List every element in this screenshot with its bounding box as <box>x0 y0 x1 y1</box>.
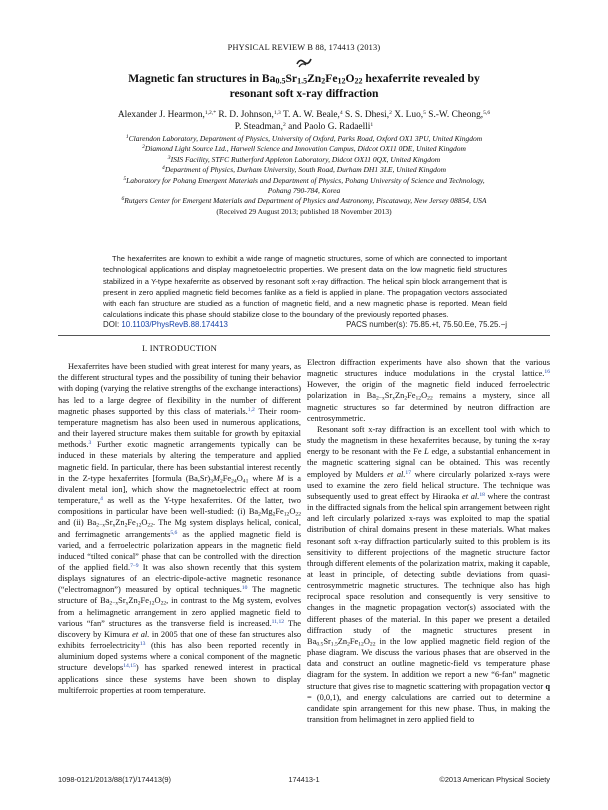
aps-logo-icon <box>296 56 312 68</box>
section-heading: I. INTRODUCTION <box>141 343 218 353</box>
affiliation-3: $^3$ISIS Facility, STFC Rutherford Appleton Laboratory, Didcot OX11 0QX, United Kingdom <box>167 154 441 164</box>
affiliation-4: $^4$Department of Physics, Durham University, South Road, Durham DH1 3LE, United Kingdom <box>162 165 446 175</box>
author-list: Alexander J. Hearmon,$^{1,2,*}$ R. D. Johnson,$^{1,3}$ T. A. W. Beale,$^4$ S. S. Dhesi,$^2$ X. Luo,$^5$ S.-W. Cheong,$^{5,6}$ P. Steadman,$^2$ and Paolo G. Radaelli$^1$ <box>117 110 491 132</box>
page-footer <box>58 775 550 784</box>
paragraph: Resonant soft x-ray diffraction is an excellent tool with which to study the magnetism in these hexaferrites because, by tuning the x-ray energy to be resonant with the Fe L edge, a substantial enhancement in the magnetic scattering signal can be obtained. This was recently employed by Mulders et al.$^{17}$ where circularly polarized x-rays were used to examine the zero field helical structure. The technique was subsequently used to great effect by Hiraoka et al.$^{18}$ where the contrast in the diffracted signals from the helical spin arrangement between right and left circularly polarized x-rays was exploited to map the spatial distribution of chiral domains present in these materials. What makes resonant soft x-ray diffraction particularly suited to this problem is its sensitivity to different projections of the magnetic structure factor through different elements of the polarization matrix, making it capable, at least in principle, of detecting subtle deviations from quasi-centrosymmetric magnetic structures. The technique also has high reciprocal space resolution and consequently is very sensitive to changes in the magnetic propagation vector(s) associated with the different phases of the material. In this paper we present a detailed diffraction study of the magnetic structures present in $Ba_{0.5}Sr_{1.5}Zn_2Fe_{12}O_{22}$ in the low applied magnetic field region of the phase diagram. We discuss the various phases that are observed in the data and construct an outline magnetic-field vs temperature phase diagram for the system. In addition we report a new “6-fan” magnetic structure that gives rise to magnetic scattering with propagation vector q = (0,0,1), and energy calculations are carried out to determine a candidate spin arrangement for this new phase. Thus, in making the transition from helimagnet in zero applied field to <box>307 424 551 724</box>
footer-copyright: ©2013 American Physical Society <box>439 775 550 784</box>
footer-issn: 1098-0121/2013/88(17)/174413(9) <box>58 775 172 784</box>
affiliations <box>50 134 558 217</box>
doi-link[interactable]: 10.1103/PhysRevB.88.174413 <box>121 320 228 329</box>
received-date: (Received 29 August 2013; published 18 November 2013) <box>216 206 392 216</box>
affiliation-5: $^5$Laboratory for Pohang Emergent Materials and Department of Physics, Pohang University of Science and Technology, <box>123 175 485 185</box>
article-title: Magnetic fan structures in $Ba_{0.5}Sr_{1.5}Zn_2Fe_{12}O_{22}$ hexaferrite revealed by resonant soft x-ray diffraction <box>128 72 480 100</box>
affiliation-6: $^6$Rutgers Center for Emergent Materials and Department of Physics and Astronomy, Piscataway, New Jersey 08854, USA <box>121 196 487 206</box>
affiliation-1: $^1$Clarendon Laboratory, Department of Physics, University of Oxford, Parks Road, Oxford OX1 3PU, United Kingdom <box>125 134 483 143</box>
paragraph: Hexaferrites have been studied with great interest for many years, as the different structural types and the possibility of tuning their behavior with doping (varying the relative strengths of the exchange interactions) has led to a large degree of flexibility in the number of different magnetic phases supported by this class of materials.$^{1,2}$ Their room-temperature magnetism has also been used in numerous applications, and their layered structure makes them suitable for growth by epitaxial methods.$^3$ Further exotic magnetic arrangements typically can be induced in these materials by altering the temperature and applied magnetic field. In particular, there has been substantial interest recently in the Z-type hexaferrites [formula $(Ba,Sr)_3M_2Fe_{24}O_{41}$ where M is a divalent metal ion], which show the magnetoelectric effect at room temperature,$^4$ as well as the Y-type hexaferrites. Of the latter, two compositions in particular have been well-studied: (i) $Ba_2Mg_2Fe_{12}O_{22}$ and (ii) $Ba_{2-x}Sr_xZn_2Fe_{12}O_{22}$. The Mg system displays helical, conical, and ferrimagnetic arrangements$^{5,6}$ as the applied magnetic field is varied, and a ferroelectric polarization appears in the magnetic field induced “tilted conical” phase that can be controlled with the direction of the applied field.$^{7-9}$ It was also shown recently that this system displays signatures of an electric-dipole-active magnetic resonance (“electromagnon”) measured by optical techniques.$^{10}$ The magnetic structure of $Ba_{2-x}Sr_xZn_2Fe_{12}O_{22}$, in contrast to the Mg system, evolves from a helimagnetic arrangement in zero applied magnetic field to various “fan” structures as the transverse field is increased.$^{11,12}$ The discovery by Kimura et al. in 2005 that one of these fan structures also exhibits ferroelectricity$^{13}$ (this has also been reported recently in aluminium doped systems where a conical component of the magnetic structure develops$^{14,15}$) has sparked renewed interest in practical applications since these systems have been shown to display multiferroic properties at room temperature. <box>58 362 302 695</box>
body-column-left <box>58 343 301 696</box>
pacs-numbers: PACS number(s): 75.85.+t, 75.50.Ee, 75.25.−j <box>346 320 507 329</box>
paragraph: Electron diffraction experiments have also shown that the various magnetic structures induce modulations in the crystal lattice.$^{16}$ However, the origin of the magnetic field induced ferroelectric polarization in $Ba_{2-x}Sr_xZn_2Fe_{12}O_{22}$ remains a mystery, since all magnetic structures so far determined by neutron diffraction are centrosymmetric. <box>307 358 550 423</box>
body-column-right <box>307 357 550 725</box>
abstract: The hexaferrites are known to exhibit a wide range of magnetic structures, some of which are connected to important technological applications and display magnetoelectric properties. We present data on the low magnetic field structures stabilized in a Y-type hexaferrite as observed by resonant soft x-ray diffraction. The helical spin block arrangement that is present in zero applied magnetic field becomes fanlike as a field is applied in plane. The propagation vectors associated with each fan structure are studied as a function of magnetic field, and a new magnetic phase is reported. Mean field calculations indicate this phase should stabilize close to the boundary of the previously reported phases. <box>103 254 507 320</box>
affiliation-5-cont: Pohang 790-784, Korea <box>267 186 341 196</box>
affiliation-2: $^2$Diamond Light Source Ltd., Harwell Science and Innovation Campus, Didcot OX11 0DE, United Kingdom <box>142 144 466 154</box>
footer-page-number: 174413-1 <box>288 775 320 784</box>
journal-header: PHYSICAL REVIEW B 88, 174413 (2013) <box>227 43 381 52</box>
doi-line: DOI: 10.1103/PhysRevB.88.174413 PACS number(s): 75.85.+t, 75.50.Ee, 75.25.−j <box>103 320 507 329</box>
divider <box>58 335 550 336</box>
